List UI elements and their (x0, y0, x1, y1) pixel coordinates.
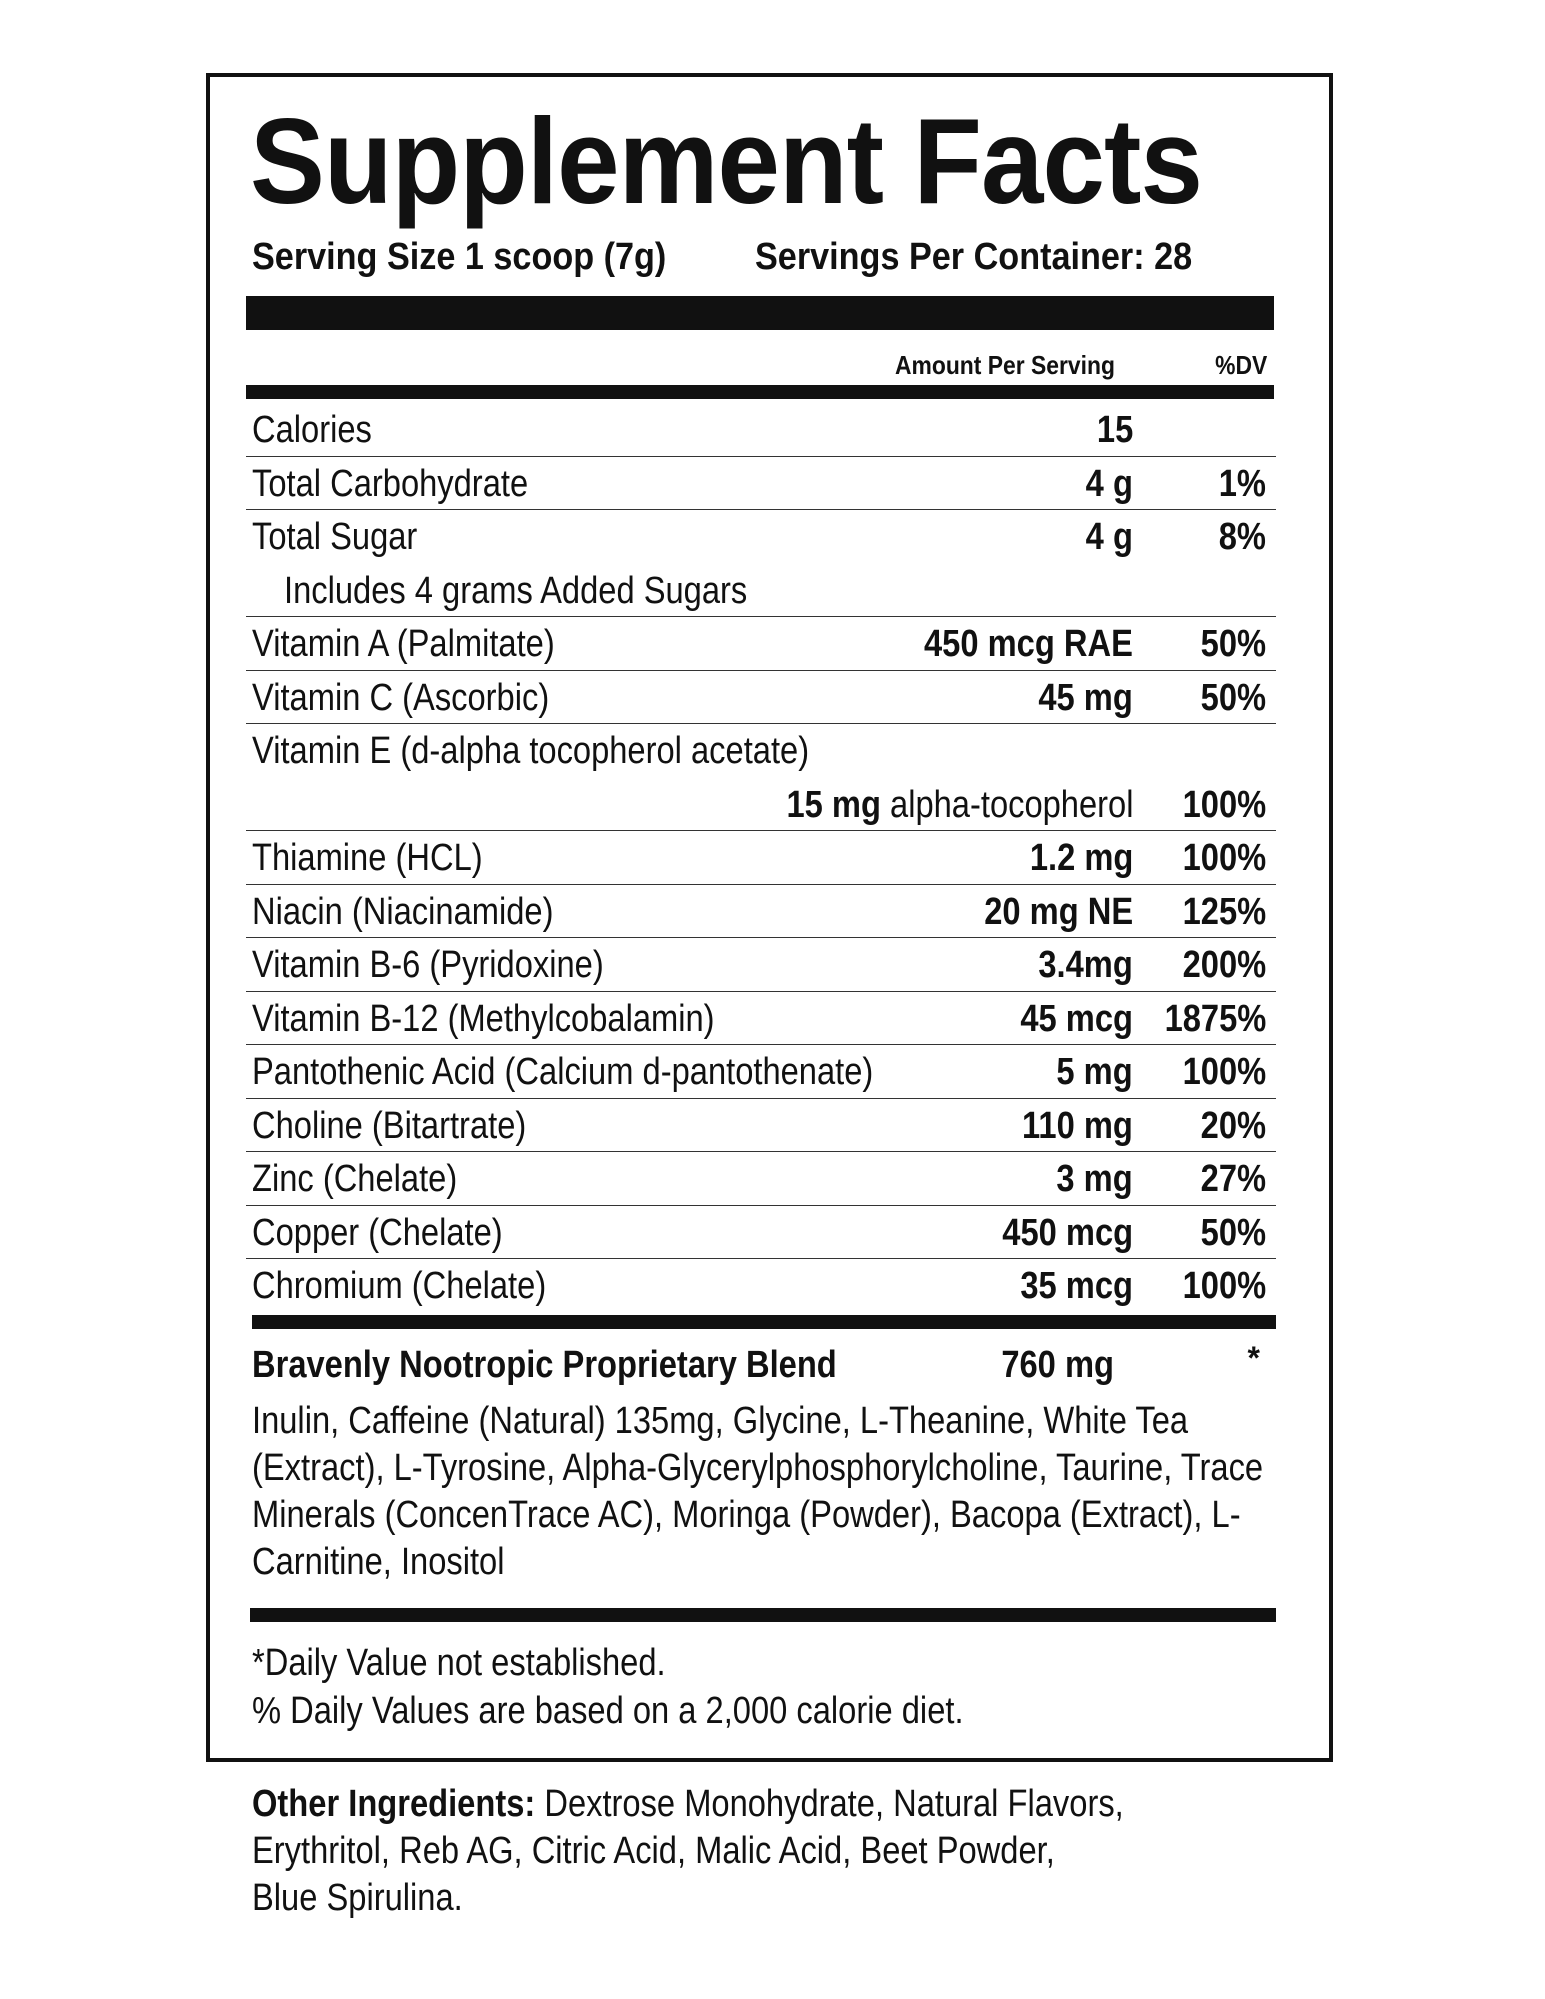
nutrient-name: Zinc (Chelate) (252, 1158, 458, 1200)
servings-per-container: Servings Per Container: 28 (755, 236, 1193, 278)
nutrient-row (246, 510, 1276, 564)
nutrient-row (246, 724, 1276, 778)
nutrient-dv: 8% (1218, 516, 1266, 558)
nutrient-amount-note: alpha-tocopherol (880, 783, 1133, 826)
nutrient-amount (984, 891, 1133, 934)
nutrient-row (246, 617, 1276, 671)
nutrient-dv: 100% (1182, 1265, 1266, 1307)
nutrient-row (246, 1259, 1276, 1313)
serving-size: Serving Size 1 scoop (7g) (252, 236, 667, 278)
nutrient-row (246, 564, 1276, 618)
nutrient-amount (1086, 463, 1133, 506)
nutrient-dv: 200% (1182, 944, 1266, 986)
nutrient-amount (1086, 516, 1133, 559)
blend-ingredients: Inulin, Caffeine (Natural) 135mg, Glycine, L-Theanine, White Tea (Extract), L-Tyrosine, Alpha-Glycerylphosphorylcholine, Taurine, Trace Minerals (ConcenTrace AC), Moringa (Powder), Bacopa (Extract), L-Carnitine, Inositol (252, 1400, 1264, 1583)
nutrient-dv: 1% (1218, 462, 1266, 505)
nutrient-amount (1039, 677, 1133, 720)
nutrient-dv: 50% (1200, 1211, 1266, 1254)
nutrient-row (246, 1152, 1276, 1206)
nutrient-dv: 125% (1182, 890, 1266, 933)
nutrient-amount-value: 450 mcg (1002, 1211, 1133, 1254)
nutrient-amount-value: 5 mg (1056, 1051, 1133, 1093)
other-ingredients (252, 1781, 1129, 1922)
other-ingredients-text: Dextrose Monohydrate, Natural Flavors, Erythritol, Reb AG, Citric Acid, Malic Acid, Beet Powder, Blue Spirulina. (252, 1783, 1124, 1919)
nutrient-row (246, 1045, 1276, 1099)
blend-amount: 760 mg (1001, 1344, 1114, 1386)
nutrient-dv: 100% (1182, 783, 1266, 826)
nutrient-name: Calories (252, 409, 372, 451)
nutrient-name: Vitamin E (d-alpha tocopherol acetate) (252, 730, 810, 772)
nutrient-name: Vitamin B-6 (Pyridoxine) (252, 944, 604, 986)
nutrient-row (246, 938, 1276, 992)
nutrient-dv: 100% (1182, 1051, 1266, 1093)
nutrient-row (246, 403, 1276, 457)
nutrient-amount (1039, 944, 1133, 987)
nutrient-row (246, 1099, 1276, 1153)
nutrient-amount (1029, 837, 1133, 880)
footnote-not-established: *Daily Value not established. (252, 1642, 666, 1684)
nutrient-amount (1020, 998, 1133, 1041)
nutrient-amount-value: 3.4mg (1038, 944, 1133, 986)
nutrient-amount (786, 784, 1133, 827)
column-header-dv: %DV (1214, 350, 1267, 380)
footnote-calorie-basis: % Daily Values are based on a 2,000 calorie diet. (252, 1690, 964, 1732)
nutrient-amount (1057, 1051, 1133, 1094)
blend-name: Bravenly Nootropic Proprietary Blend (252, 1344, 837, 1386)
nutrient-amount (1097, 409, 1133, 452)
nutrient-amount-value: 110 mg (1022, 1104, 1133, 1147)
nutrient-amount-value: 15 (1096, 409, 1133, 451)
nutrient-dv: 27% (1200, 1158, 1266, 1200)
header-divider (246, 385, 1274, 399)
nutrient-row (246, 885, 1276, 939)
nutrient-dv: 50% (1200, 623, 1266, 665)
nutrient-amount (1057, 1158, 1133, 1201)
nutrient-dv: 20% (1200, 1104, 1266, 1147)
nutrient-name: Includes 4 grams Added Sugars (284, 569, 748, 612)
nutrient-name: Copper (Chelate) (252, 1211, 503, 1254)
nutrient-dv: 100% (1182, 837, 1266, 879)
nutrient-amount-value: 1.2 mg (1029, 837, 1133, 879)
blend-bottom-divider (250, 1608, 1276, 1622)
nutrient-amount (1020, 1265, 1133, 1308)
other-ingredients-label: Other Ingredients: (252, 1783, 536, 1825)
nutrient-amount-value: 4 g (1085, 516, 1133, 558)
nutrient-name: Pantothenic Acid (Calcium d-pantothenate) (252, 1051, 874, 1093)
nutrient-name: Vitamin A (Palmitate) (252, 623, 555, 665)
nutrient-dv: 50% (1200, 676, 1266, 719)
nutrient-row (246, 457, 1276, 511)
thick-divider (246, 296, 1274, 330)
nutrient-amount-value: 450 mcg RAE (924, 623, 1133, 665)
nutrient-row (246, 778, 1276, 832)
nutrient-name: Chromium (Chelate) (252, 1265, 547, 1307)
nutrient-amount (924, 623, 1133, 666)
nutrient-row (246, 992, 1276, 1046)
nutrient-name: Vitamin B-12 (Methylcobalamin) (252, 997, 715, 1040)
nutrient-row (246, 671, 1276, 725)
nutrient-name: Vitamin C (Ascorbic) (252, 676, 550, 719)
nutrient-name: Choline (Bitartrate) (252, 1104, 527, 1147)
label-title: Supplement Facts (250, 93, 1202, 229)
nutrient-amount (1022, 1105, 1133, 1148)
nutrient-name: Total Sugar (252, 516, 418, 558)
nutrient-table (246, 403, 1276, 1313)
nutrient-amount-value: 3 mg (1056, 1158, 1133, 1200)
nutrient-amount-value: 45 mcg (1020, 997, 1133, 1040)
nutrient-name: Thiamine (HCL) (252, 837, 483, 879)
blend-dv-marker: * (1247, 1340, 1260, 1376)
nutrient-amount-value: 4 g (1085, 462, 1133, 505)
blend-top-divider (252, 1315, 1276, 1329)
column-header-amount: Amount Per Serving (895, 350, 1115, 380)
nutrient-amount-value: 20 mg NE (984, 890, 1133, 933)
nutrient-amount-value: 45 mg (1038, 676, 1133, 719)
nutrient-row (246, 1206, 1276, 1260)
nutrient-dv: 1875% (1164, 997, 1266, 1040)
nutrient-amount (1002, 1212, 1133, 1255)
nutrient-row (246, 831, 1276, 885)
nutrient-amount-value: 15 mg (786, 783, 881, 826)
nutrient-name: Total Carbohydrate (252, 462, 529, 505)
nutrient-name: Niacin (Niacinamide) (252, 890, 554, 933)
nutrient-amount-value: 35 mcg (1020, 1265, 1133, 1307)
